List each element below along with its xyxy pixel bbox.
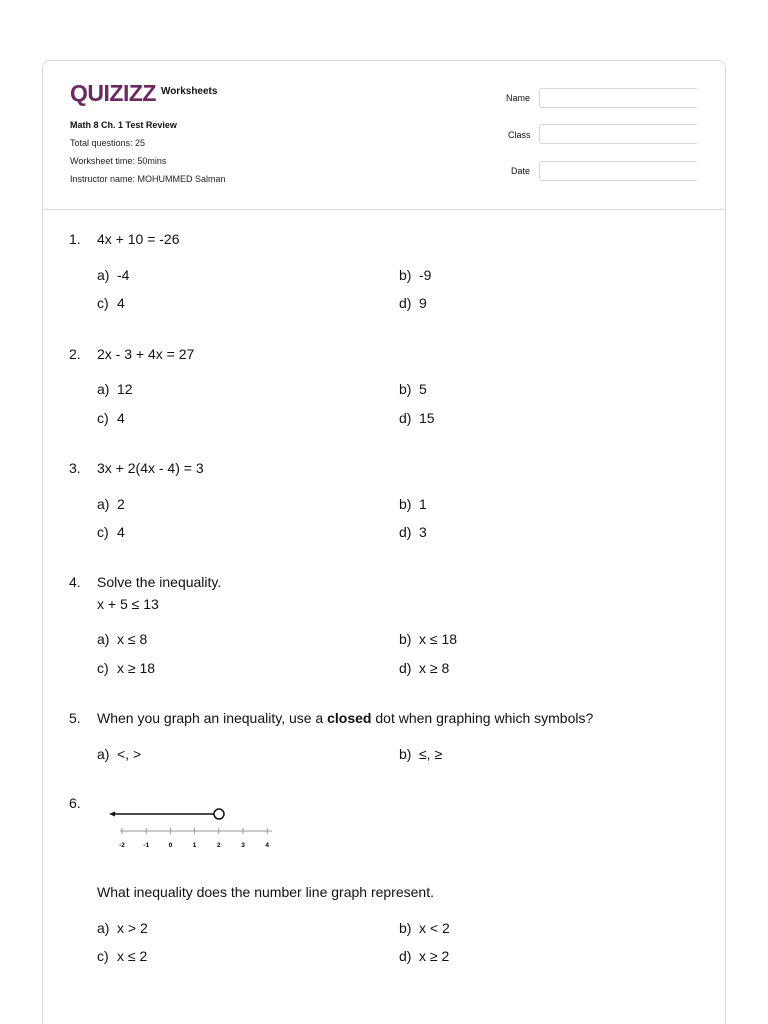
- date-field[interactable]: [539, 161, 697, 181]
- option-c: c) 4: [97, 295, 125, 311]
- question-number: 2.: [69, 346, 81, 362]
- option-d: d) 3: [399, 524, 427, 540]
- option-a: a) x ≤ 8: [97, 631, 148, 647]
- class-label: Class: [508, 130, 531, 140]
- question-expression: x + 5 ≤ 13: [97, 596, 159, 612]
- option-c: c) 4: [97, 410, 125, 426]
- option-b: b) x ≤ 18: [399, 631, 458, 647]
- number-line-tick-label: 3: [241, 842, 245, 849]
- option-a: a) -4: [97, 267, 130, 283]
- option-c: c) x ≥ 18: [97, 660, 156, 676]
- number-line-tick-label: -1: [143, 842, 150, 849]
- option-d: d) x ≥ 2: [399, 948, 450, 964]
- left-arrow-icon: [109, 812, 115, 817]
- option-c: c) 4: [97, 524, 125, 540]
- number-line-tick-label: 0: [168, 842, 173, 849]
- name-label: Name: [506, 93, 531, 103]
- option-c: c) x ≤ 2: [97, 948, 148, 964]
- question-text: 3x + 2(4x - 4) = 3: [97, 460, 204, 476]
- quizizz-logo: QUIZIZZ: [70, 80, 156, 106]
- worksheet-title: Math 8 Ch. 1 Test Review: [70, 120, 177, 130]
- question-number: 5.: [69, 710, 81, 726]
- number-line-tick-label: 4: [265, 842, 270, 849]
- name-field[interactable]: [539, 88, 697, 108]
- question-number: 3.: [69, 460, 81, 476]
- number-line-tick-label: 1: [192, 842, 197, 849]
- option-b: b) x < 2: [399, 920, 450, 936]
- question-number: 4.: [69, 574, 81, 590]
- number-line-tick-label: -2: [119, 842, 125, 849]
- number-line-graph: [108, 804, 278, 852]
- option-b: b) -9: [399, 267, 432, 283]
- option-a: a) <, >: [97, 746, 142, 762]
- option-d: d) 9: [399, 295, 427, 311]
- total-questions: Total questions: 25: [70, 138, 146, 148]
- option-a: a) x > 2: [97, 920, 148, 936]
- instructor-name: Instructor name: MOHUMMED Salman: [70, 174, 226, 184]
- emphasis-closed: closed: [327, 710, 372, 726]
- question-text: 2x - 3 + 4x = 27: [97, 346, 195, 362]
- option-b: b) ≤, ≥: [399, 746, 443, 762]
- question-text: What inequality does the number line graph represent.: [97, 884, 434, 900]
- worksheet-time: Worksheet time: 50mins: [70, 156, 167, 166]
- option-a: a) 12: [97, 381, 133, 397]
- class-field[interactable]: [539, 124, 697, 144]
- worksheet-header: [43, 61, 725, 210]
- option-b: b) 1: [399, 496, 427, 512]
- worksheet: [42, 60, 726, 1024]
- question-text: 4x + 10 = -26: [97, 231, 180, 247]
- option-d: d) x ≥ 8: [399, 660, 450, 676]
- logo-subtitle: Worksheets: [160, 86, 218, 97]
- option-b: b) 5: [399, 381, 427, 397]
- date-label: Date: [511, 166, 531, 176]
- option-d: d) 15: [399, 410, 435, 426]
- question-number: 1.: [69, 231, 81, 247]
- question-number: 6.: [69, 795, 81, 811]
- question-text: When you graph an inequality, use a closed dot when graphing which symbols?: [97, 710, 594, 726]
- number-line-tick-label: 2: [216, 842, 221, 849]
- question-text: Solve the inequality.: [97, 574, 222, 590]
- brand: [70, 81, 217, 105]
- open-circle-icon: [214, 809, 224, 819]
- option-a: a) 2: [97, 496, 125, 512]
